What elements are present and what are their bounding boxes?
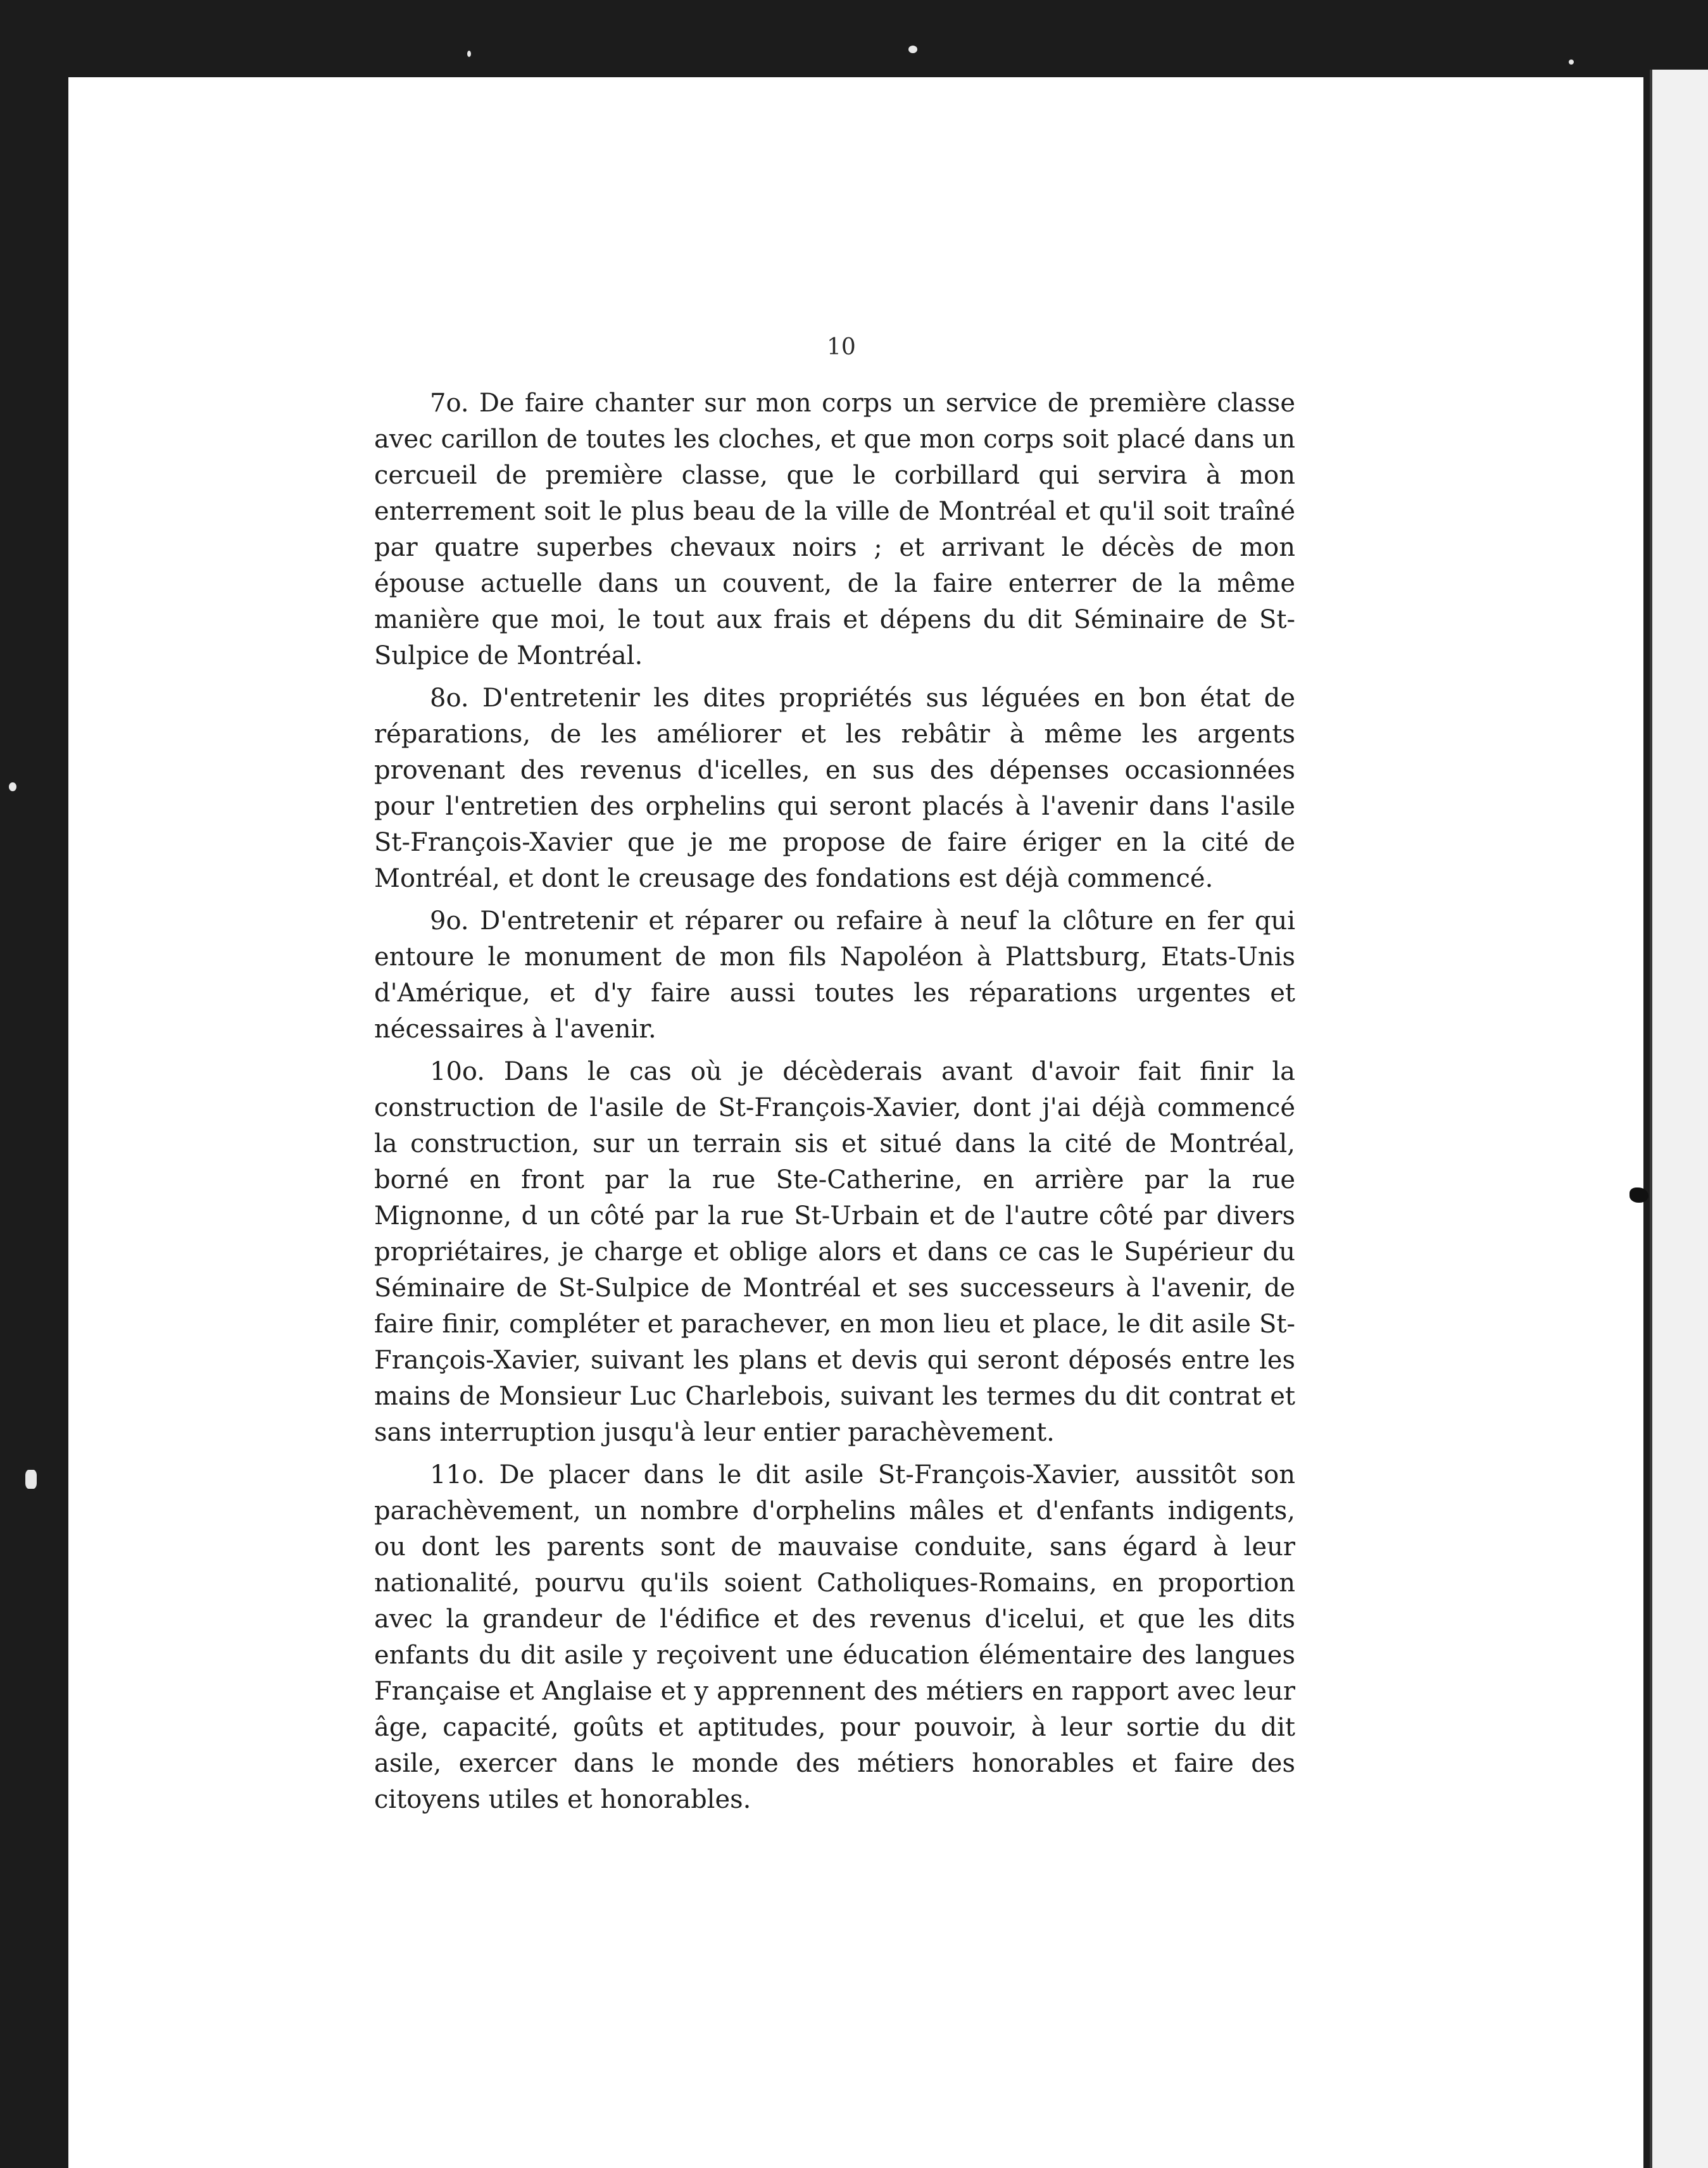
- scan-speck: [25, 1470, 37, 1489]
- ink-blot: [1630, 1187, 1648, 1203]
- paragraph-11: 11o. De placer dans le dit asile St-François-Xavier, aussitôt son parachèvement, un nombre d'orphelins mâles et d'enfants indigents, ou dont les parents sont de mauvaise conduite, sans égard à leur nationalité, pourvu qu'ils soient Catholiques-Romains, en proportion avec la grandeur de l'édifice et des revenus d'icelui, et que les dits enfants du dit asile y reçoivent une éducation élémentaire des langues Française et Anglaise et y apprennent des métiers en rapport avec leur âge, capacité, goûts et aptitudes, pour pouvoir, à leur sortie du dit asile, exercer dans le monde des métiers honorables et faire des citoyens utiles et honorables.: [374, 1460, 1295, 1814]
- scan-speck: [467, 51, 471, 57]
- paragraph-9: 9o. D'entretenir et réparer ou refaire à neuf la clôture en fer qui entoure le monument de mon fils Napoléon à Plattsburg, Etats-Unis d'Amérique, et d'y faire aussi toutes les réparations urgentes et nécessaires à l'avenir.: [374, 906, 1295, 1044]
- scan-speck: [908, 46, 917, 53]
- paragraph-10: 10o. Dans le cas où je décèderais avant d'avoir fait finir la construction de l'asile de St-François-Xavier, dont j'ai déjà commencé la construction, sur un terrain sis et situé dans la cité de Montréal, borné en front par la rue Ste-Catherine, en arrière par la rue Mignonne, d un côté par la rue St-Urbain et de l'autre côté par divers propriétaires, je charge et oblige alors et dans ce cas le Supérieur du Séminaire de St-Sulpice de Montréal et ses successeurs à l'avenir, de faire finir, compléter et parachever, en mon lieu et place, le dit asile St-François-Xavier, suivant les plans et devis qui seront déposés entre les mains de Monsieur Luc Charlebois, suivant les termes du dit contrat et sans interruption jusqu'à leur entier parachèvement.: [374, 1057, 1295, 1447]
- paragraph-8: 8o. D'entretenir les dites propriétés sus léguées en bon état de réparations, de les améliorer et les rebâtir à même les argents provenant des revenus d'icelles, en sus des dépenses occasionnées pour l'entretien des orphelins qui seront placés à l'avenir dans l'asile St-François-Xavier que je me propose de faire ériger en la cité de Montréal, et dont le creusage des fondations est déjà commencé.: [374, 684, 1295, 893]
- scan-speck: [9, 782, 16, 791]
- adjacent-page-edge: [1650, 70, 1708, 2168]
- paragraph-7: 7o. De faire chanter sur mon corps un service de première classe avec carillon de toutes les cloches, et que mon corps soit placé dans un cercueil de première classe, que le corbillard qui servira à mon enterrement soit le plus beau de la ville de Montréal et qu'il soit traîné par quatre superbes chevaux noirs ; et arrivant le décès de mon épouse actuelle dans un couvent, de la faire enterrer de la même manière que moi, le tout aux frais et dépens du dit Séminaire de St-Sulpice de Montréal.: [374, 389, 1295, 670]
- page-number: 10: [827, 334, 856, 360]
- scan-speck: [1569, 60, 1574, 65]
- body-text: [374, 385, 1295, 1818]
